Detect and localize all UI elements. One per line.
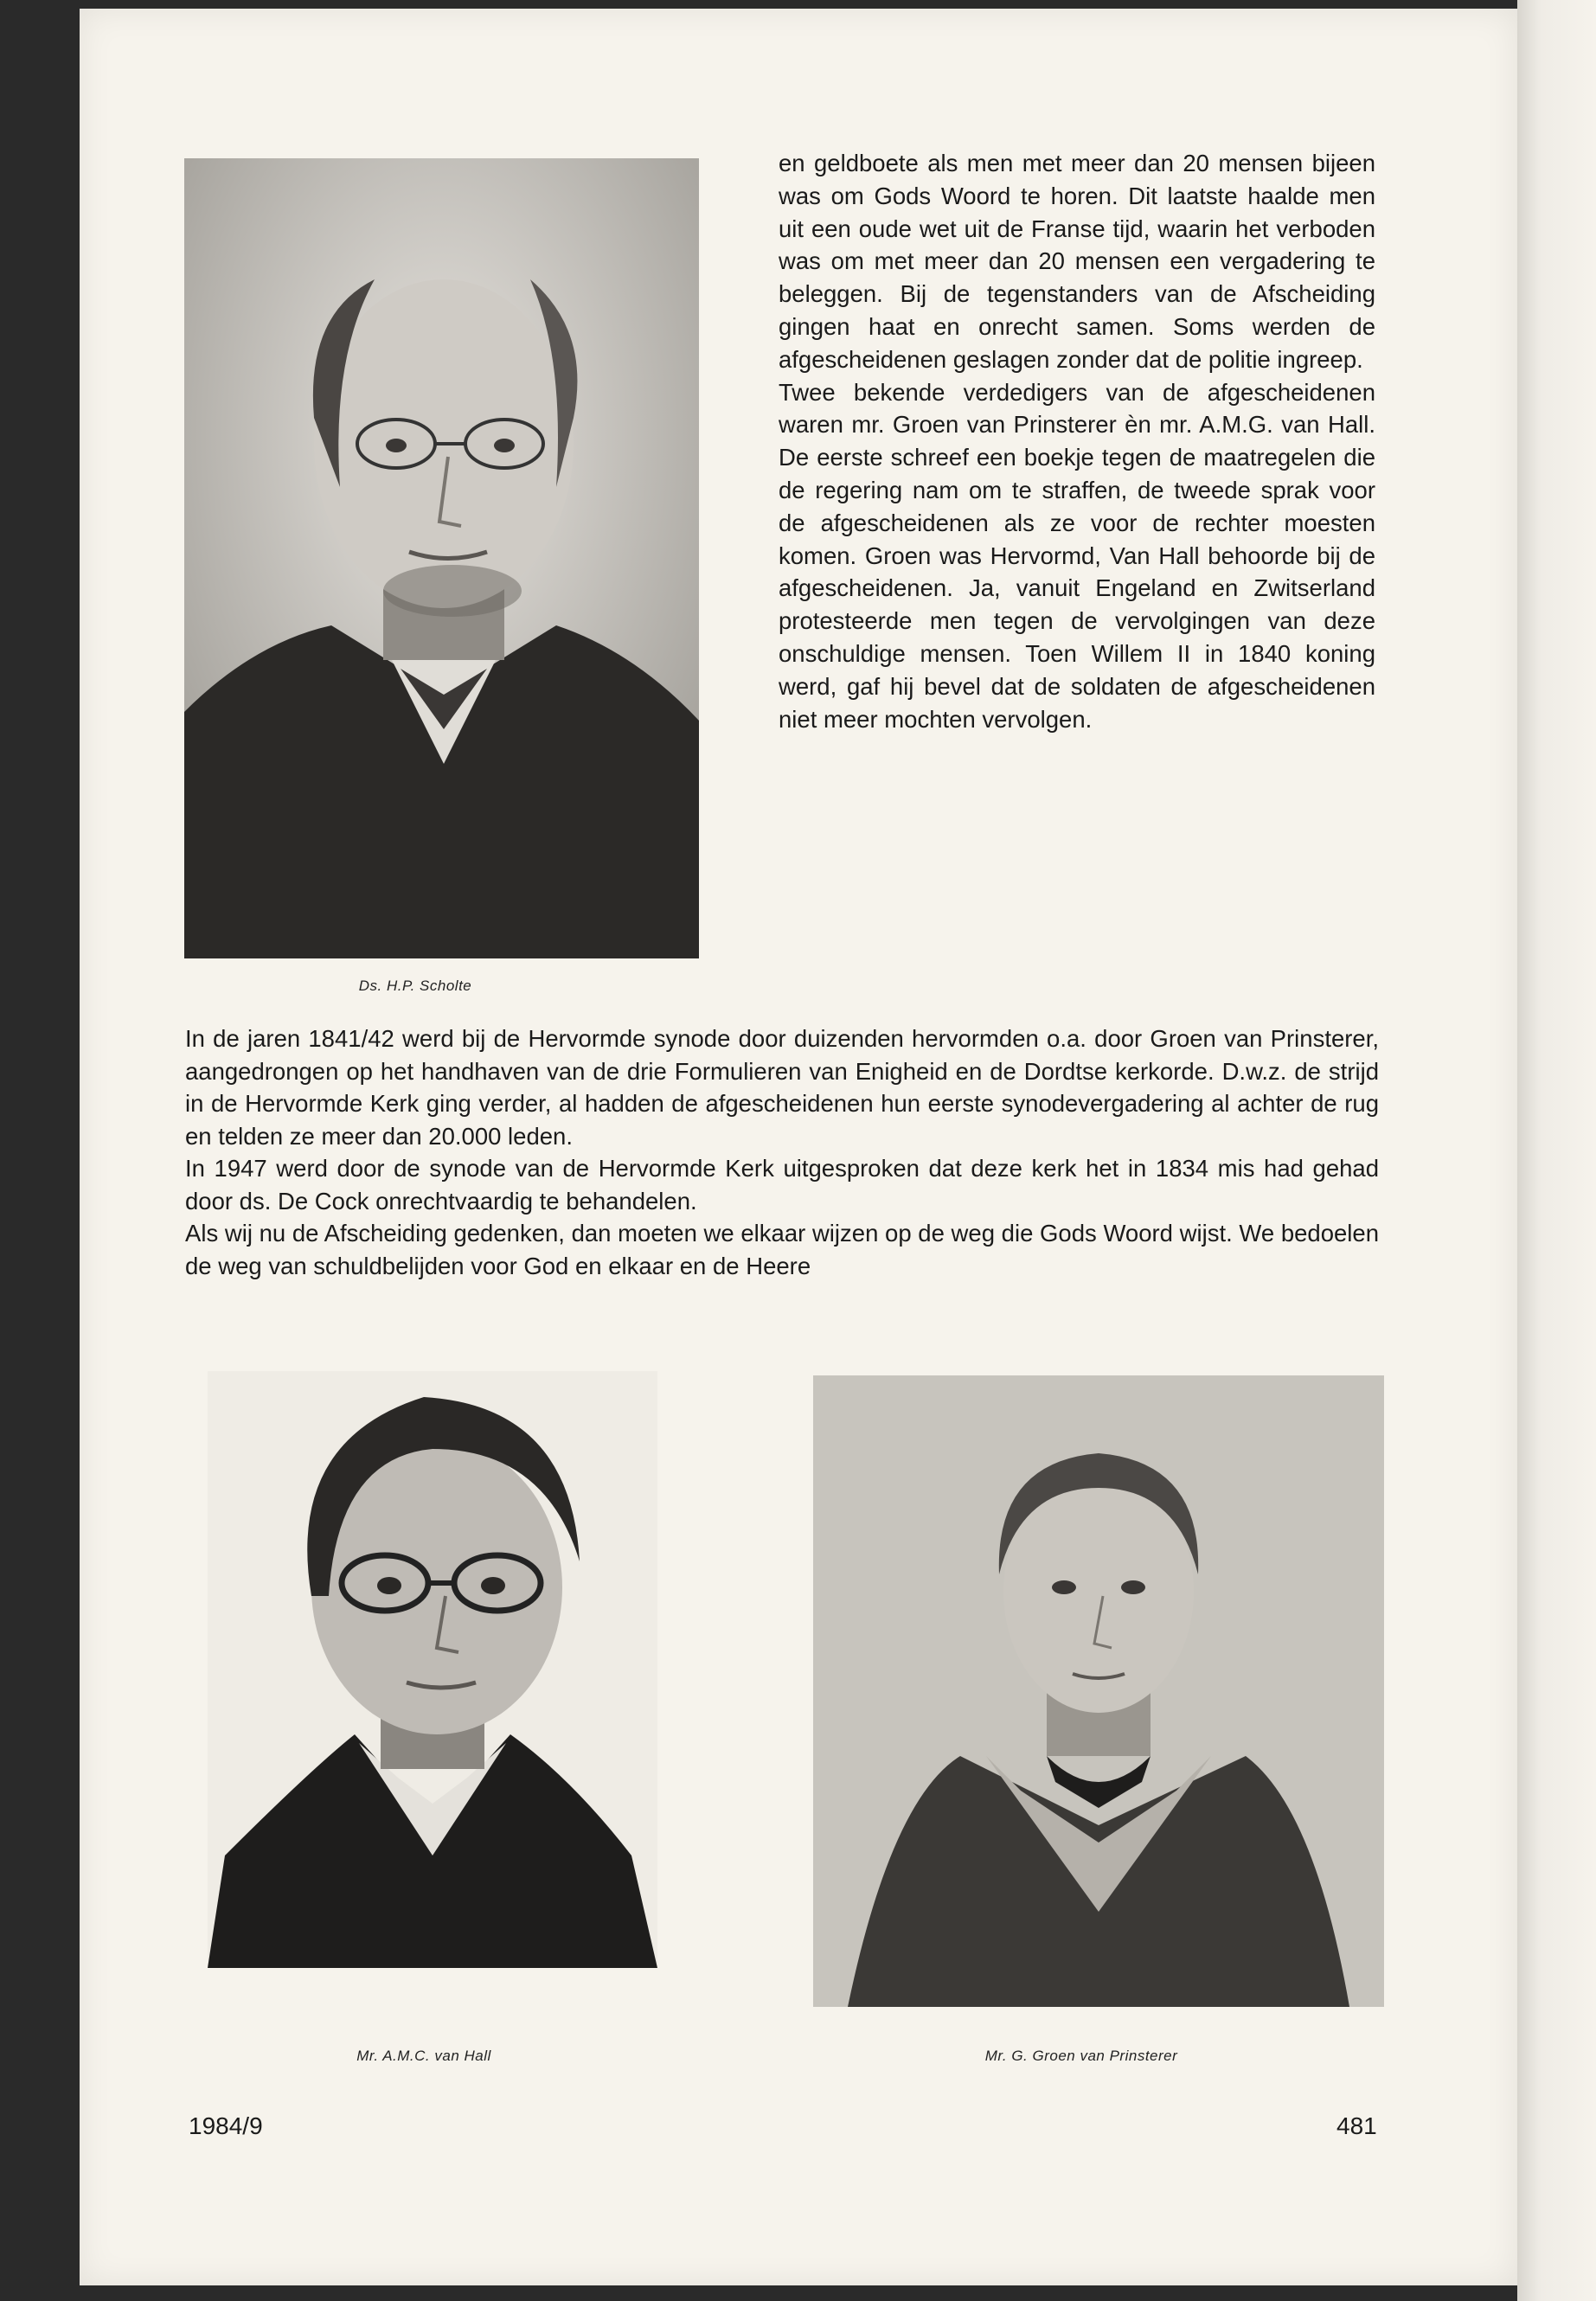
caption-scholte: Ds. H.P. Scholte [358, 977, 472, 994]
body-paragraph: In de jaren 1841/42 werd bij de Hervormde synode door duizenden hervormden o.a. door Groen van Prinsterer, aangedrongen op het handhaven van de drie Formulieren van Enigheid en de Dordtse kerkorde. D.w.z. de strijd in de Hervormde Kerk ging verder, al hadden de afgescheidenen hun eerste synodevergadering al achter de rug en telden ze meer dan 20.000 leden. [185, 1025, 1379, 1150]
full-width-text [185, 1022, 1379, 1282]
caption-groen: Mr. G. Groen van Prinsterer [984, 2048, 1178, 2064]
column-text [779, 147, 1375, 735]
body-paragraph: Als wij nu de Afscheiding gedenken, dan moeten we elkaar wijzen op de weg die Gods Woord wijst. We bedoelen de weg van schuldbelijden voor God en elkaar en de Heere [185, 1220, 1379, 1279]
issue-number: 1984/9 [189, 2112, 263, 2139]
portrait-van-hall [208, 1371, 657, 1968]
column-paragraph: en geldboete als men met meer dan 20 mensen bijeen was om Gods Woord te horen. Dit laatste haalde men uit een oude wet uit de Franse tijd, waarin het verboden was om met meer dan 20 mensen een vergadering te beleggen. Bij de tegenstanders van de Afscheiding gingen haat en onrecht samen. Soms werden de afgescheidenen geslagen zonder dat de politie ingreep. [779, 150, 1375, 373]
caption-van-hall: Mr. A.M.C. van Hall [356, 2048, 491, 2064]
column-paragraph: Twee bekende verdedigers van de afgescheidenen waren mr. Groen van Prinsterer èn mr. A.M.G. van Hall. De eerste schreef een boekje tegen de maatregelen die de regering nam om te straffen, de tweede sprak voor de afgescheidenen als ze voor de rechter moesten komen. Groen was Hervormd, Van Hall behoorde bij de afgescheidenen. Ja, vanuit Engeland en Zwitserland protesteerde men tegen de vervolgingen van deze onschuldige mensen. Toen Willem II in 1840 koning werd, gaf hij bevel dat de soldaten de afgescheidenen niet meer mochten vervolgen. [779, 378, 1375, 733]
portrait-scholte [184, 158, 699, 958]
portrait-groen-van-prinsterer [813, 1375, 1384, 2007]
page-edge [1517, 0, 1596, 2301]
body-paragraph: In 1947 werd door de synode van de Hervormde Kerk uitgesproken dat deze kerk het in 1834 mis had gehad door ds. De Cock onrechtvaardig te behandelen. [185, 1155, 1379, 1215]
page-number: 481 [1336, 2112, 1377, 2139]
